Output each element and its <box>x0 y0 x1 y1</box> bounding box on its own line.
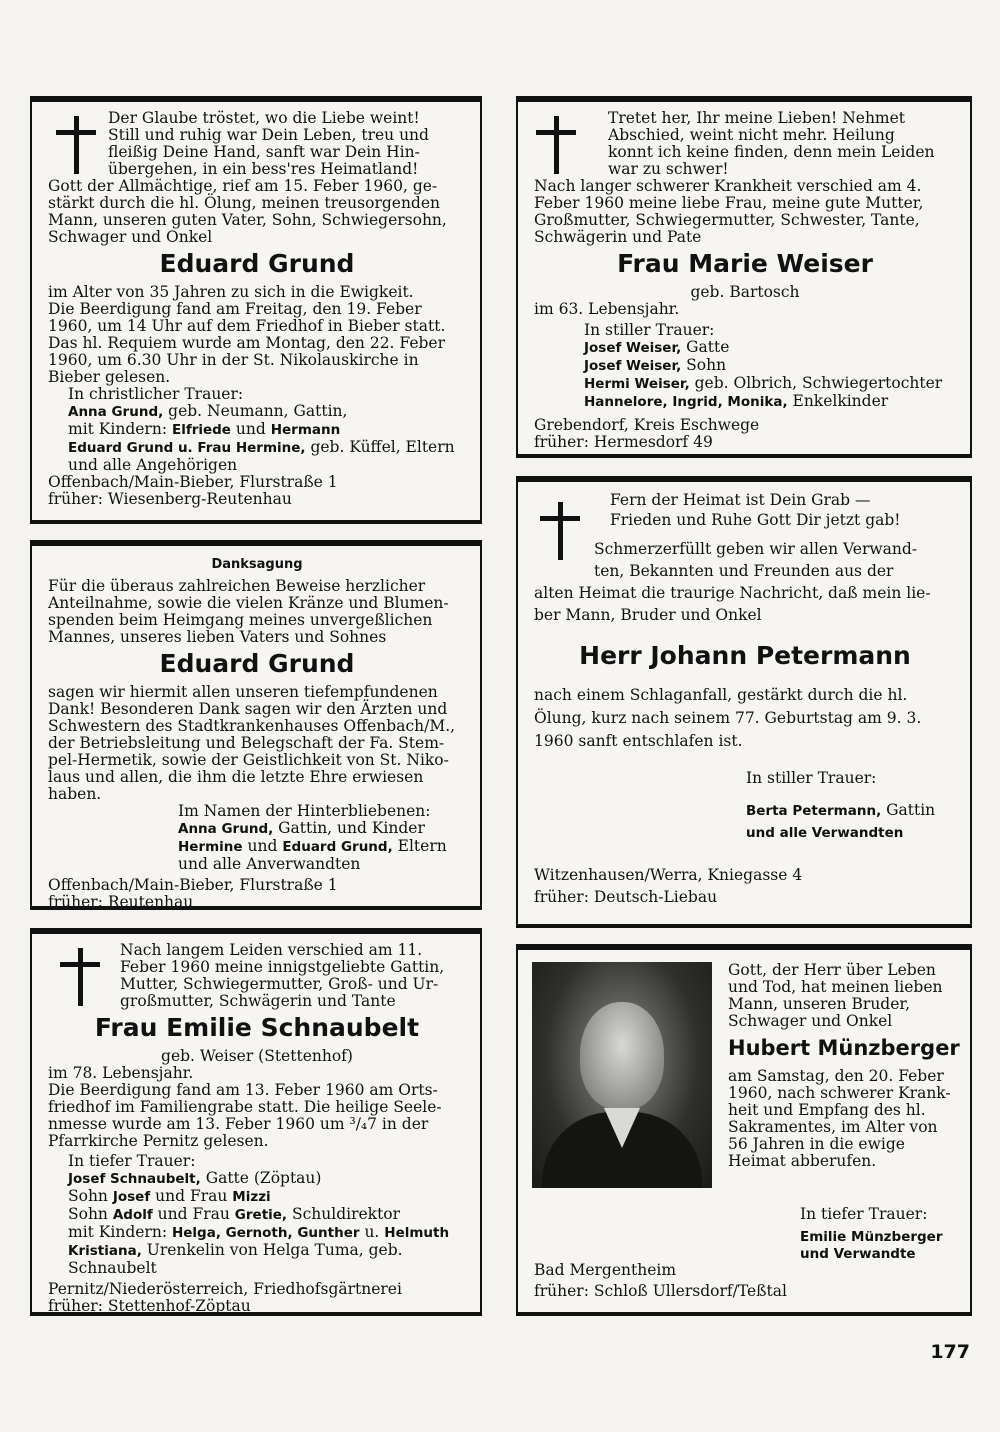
verse-line: großmutter, Schwägerin und Tante <box>120 992 396 1010</box>
verse-line: Mutter, Schwiegermutter, Groß- und Ur- <box>120 975 439 993</box>
mourners-block <box>800 1206 943 1263</box>
cross-icon <box>56 116 96 174</box>
portrait-face <box>580 1002 664 1110</box>
body-line: pel-Hermetik, sowie der Geistlichkeit von St. Niko- <box>48 751 449 769</box>
mourner-line <box>584 339 956 357</box>
mourning-heading: In christlicher Trauer: <box>68 385 244 403</box>
body-line: Heimat abberufen. <box>728 1152 877 1170</box>
verse-line: war zu schwer! <box>608 160 729 178</box>
body-line: 1960, nach schwerer Krank- <box>728 1084 951 1102</box>
place-line: Witzenhausen/Werra, Kniegasse 4 <box>534 866 803 884</box>
body-line: haben. <box>48 785 102 803</box>
mourner-detail: Gatte <box>681 338 730 356</box>
place-line: Grebendorf, Kreis Eschwege <box>534 416 760 434</box>
former-place-line: früher: Stettenhof-Zöptau <box>48 1297 251 1315</box>
former-place-line: früher: Deutsch-Liebau <box>534 888 718 906</box>
signature-line <box>178 820 466 838</box>
verse-line: Der Glaube tröstet, wo die Liebe weint! <box>108 109 420 127</box>
body-line: der Betriebsleitung und Belegschaft der Fa. Stem- <box>48 734 445 752</box>
deceased-name: Hubert Münzberger <box>728 1036 960 1060</box>
mourner-detail: und Frau <box>150 1187 233 1205</box>
mourner-line: Schnaubelt <box>68 1259 157 1277</box>
intro-line: Anteilnahme, sowie die vielen Kränze und Blumen- <box>48 594 449 612</box>
mourning-heading: In tiefer Trauer: <box>68 1152 196 1170</box>
verse-line: Gott, der Herr über Leben <box>728 961 936 979</box>
mourner-line <box>584 375 956 393</box>
mourner-line: und Verwandte <box>800 1246 916 1262</box>
mourner-detail: Sohn <box>68 1187 113 1205</box>
mourner-name: Anna Grund, <box>68 404 164 420</box>
place-line: Offenbach/Main-Bieber, Flurstraße 1 <box>48 876 338 894</box>
intro-line: ten, Bekannten und Freunden aus der <box>594 562 894 580</box>
mourner-detail: Sohn <box>681 356 727 374</box>
place-block <box>534 1260 787 1302</box>
mourner-name: Elfriede <box>171 422 231 438</box>
mourner-detail: u. <box>359 1223 385 1241</box>
signature-line <box>178 838 466 856</box>
body-line: heit und Empfang des hl. <box>728 1101 926 1119</box>
mourner-name: Kristiana, <box>68 1243 142 1259</box>
mourner-line <box>68 1242 466 1260</box>
verse-line: Abschied, weint nicht mehr. Heilung <box>608 126 895 144</box>
mourner-detail: und <box>230 420 271 438</box>
mourner-detail: und Frau <box>152 1205 235 1223</box>
intro-line: Nach langer schwerer Krankheit verschied am 4. <box>534 177 922 195</box>
body-line: am Samstag, den 20. Feber <box>728 1067 944 1085</box>
birth-name-line: geb. Bartosch <box>690 283 800 301</box>
intro-line: alten Heimat die traurige Nachricht, daß mein lie- <box>534 584 931 602</box>
mourner-detail: Sohn <box>68 1205 113 1223</box>
place-line: Pernitz/Niederösterreich, Friedhofsgärtnerei <box>48 1280 402 1298</box>
mourner-name: Helmuth <box>384 1225 450 1241</box>
intro-line: Feber 1960 meine liebe Frau, meine gute Mutter, <box>534 194 924 212</box>
place-line: Offenbach/Main-Bieber, Flurstraße 1 <box>48 473 338 491</box>
verse-line: Schwager und Onkel <box>728 1012 893 1030</box>
funeral-line: Bieber gelesen. <box>48 368 171 386</box>
mourner-name: Berta Petermann, <box>746 803 882 819</box>
intro-line: Großmutter, Schwiegermutter, Schwester, Tante, <box>534 211 920 229</box>
body-line: 1960 sanft entschlafen ist. <box>534 732 743 750</box>
body-line: Ölung, kurz nach seinem 77. Geburtstag am 9. 3. <box>534 709 922 727</box>
body-line: Sakramentes, im Alter von <box>728 1118 938 1136</box>
intro-line: Mannes, unseres lieben Vaters und Sohnes <box>48 628 387 646</box>
mourner-name: Josef Weiser, <box>584 340 682 356</box>
obituary-johann-petermann <box>516 476 972 928</box>
former-place-line: früher: Schloß Ullersdorf/Teßtal <box>534 1282 787 1300</box>
funeral-line: Pfarrkirche Pernitz gelesen. <box>48 1132 269 1150</box>
mourner-name: Helga, Gernoth, Gunther <box>171 1225 360 1241</box>
mourner-detail: Gattin, und Kinder <box>273 819 425 837</box>
age-line: im 78. Lebensjahr. <box>48 1064 194 1082</box>
body-line: sagen wir hiermit allen unseren tiefempfundenen <box>48 683 438 701</box>
mourner-detail: mit Kindern: <box>68 1223 172 1241</box>
deceased-name: Eduard Grund <box>159 249 355 278</box>
thanks-notice-eduard-grund <box>30 540 482 910</box>
mourner-detail: geb. Neumann, Gattin, <box>163 402 348 420</box>
verse-line: und Tod, hat meinen lieben <box>728 978 943 996</box>
obituary-marie-weiser <box>516 96 972 458</box>
spacer <box>746 789 956 799</box>
verse-line: Feber 1960 meine innigstgeliebte Gattin, <box>120 958 445 976</box>
mourner-line: und alle Verwandten <box>746 825 904 841</box>
body-line: nach einem Schlaganfall, gestärkt durch die hl. <box>534 686 908 704</box>
mourner-name: Hannelore, Ingrid, Monika, <box>584 394 788 410</box>
mourner-line <box>68 421 466 439</box>
mourning-heading: In stiller Trauer: <box>746 769 877 787</box>
mourner-name: Josef Schnaubelt, <box>68 1171 201 1187</box>
mourner-name: Hermi Weiser, <box>584 376 690 392</box>
mourner-detail: mit Kindern: <box>68 420 172 438</box>
funeral-line: 1960, um 14 Uhr auf dem Friedhof in Bieber statt. <box>48 317 446 335</box>
birth-name-line: geb. Weiser (Stettenhof) <box>161 1047 353 1065</box>
mourner-name: Eduard Grund u. Frau Hermine, <box>68 440 306 456</box>
mourner-detail: Eltern <box>392 837 447 855</box>
verse-line: Frieden und Ruhe Gott Dir jetzt gab! <box>610 511 901 529</box>
mourner-name: Hermine <box>178 839 243 855</box>
intro-line: Gott der Allmächtige, rief am 15. Feber 1960, ge- <box>48 177 438 195</box>
mourner-line: und alle Angehörigen <box>68 456 238 474</box>
body-line: Schwestern des Stadtkrankenhauses Offenbach/M., <box>48 717 456 735</box>
mourner-name: Mizzi <box>232 1189 271 1205</box>
funeral-line: nmesse wurde am 13. Feber 1960 um ³/₄7 in der <box>48 1115 429 1133</box>
verse-line: konnt ich keine finden, denn mein Leiden <box>608 143 935 161</box>
mourner-name: Anna Grund, <box>178 821 274 837</box>
mourning-heading: In tiefer Trauer: <box>800 1205 928 1223</box>
mourner-line <box>584 393 956 411</box>
intro-line: spenden beim Heimgang meines unvergeßlichen <box>48 611 433 629</box>
funeral-line: Die Beerdigung fand am Freitag, den 19. Feber <box>48 300 422 318</box>
mourner-detail: Urenkelin von Helga Tuma, geb. <box>141 1241 403 1259</box>
mourner-line <box>68 1206 466 1224</box>
deceased-name: Frau Emilie Schnaubelt <box>94 1013 420 1042</box>
mourner-detail: Gatte (Zöptau) <box>200 1169 322 1187</box>
funeral-line: friedhof im Familiengrabe statt. Die heilige Seele- <box>48 1098 442 1116</box>
verse-line: Mann, unseren Bruder, <box>728 995 911 1013</box>
mourner-name: Eduard Grund, <box>282 839 393 855</box>
mourning-heading: In stiller Trauer: <box>584 321 715 339</box>
signature-line: und alle Anverwandten <box>178 855 361 873</box>
deceased-name: Herr Johann Petermann <box>579 641 911 670</box>
photo-side-text <box>728 962 964 1170</box>
mourner-line: Emilie Münzberger <box>800 1229 943 1245</box>
body-line: Dank! Besonderen Dank sagen wir den Ärzten und <box>48 700 448 718</box>
mourner-detail: geb. Küffel, Eltern <box>305 438 455 456</box>
intro-line: Für die überaus zahlreichen Beweise herzlicher <box>48 577 426 595</box>
signature-line: Im Namen der Hinterbliebenen: <box>178 802 431 820</box>
verse-line: übergehen, in ein bess'res Heimatland! <box>108 160 419 178</box>
mourner-line <box>68 403 466 421</box>
former-place-line: früher: Wiesenberg-Reutenhau <box>48 490 292 508</box>
intro-line: Schwager und Onkel <box>48 228 213 246</box>
obituary-eduard-grund <box>30 96 482 524</box>
former-place-line: früher: Hermesdorf 49 <box>534 433 713 451</box>
intro-line: stärkt durch die hl. Ölung, meinen treusorgenden <box>48 194 441 212</box>
place-line: Bad Mergentheim <box>534 1261 677 1279</box>
mourner-detail: Gattin <box>881 801 936 819</box>
portrait-photo <box>532 962 712 1188</box>
cross-icon <box>536 116 576 174</box>
funeral-line: Die Beerdigung fand am 13. Feber 1960 am Orts- <box>48 1081 438 1099</box>
mourner-detail: Enkelkinder <box>787 392 889 410</box>
intro-line: Schwägerin und Pate <box>534 228 702 246</box>
verse-line: Still und ruhig war Dein Leben, treu und <box>108 126 429 144</box>
intro-line: Mann, unseren guten Vater, Sohn, Schwiegersohn, <box>48 211 447 229</box>
verse-line: Nach langem Leiden verschied am 11. <box>120 941 423 959</box>
mourner-detail: Schuldirektor <box>287 1205 401 1223</box>
mourner-detail: geb. Olbrich, Schwiegertochter <box>689 374 943 392</box>
intro-line: Schmerzerfüllt geben wir allen Verwand- <box>594 540 918 558</box>
age-line: im 63. Lebensjahr. <box>534 300 680 318</box>
intro-line: ber Mann, Bruder und Onkel <box>534 606 762 624</box>
mourner-line <box>68 1170 466 1188</box>
mourner-line <box>68 1224 466 1242</box>
thanks-title: Danksagung <box>211 557 303 572</box>
body-line: laus und allen, die ihm die letzte Ehre erwiesen <box>48 768 424 786</box>
verse-line: fleißig Deine Hand, sanft war Dein Hin- <box>108 143 420 161</box>
funeral-line: Das hl. Requiem wurde am Montag, den 22. Feber <box>48 334 445 352</box>
body-line: 56 Jahren in die ewige <box>728 1135 905 1153</box>
deceased-name: Eduard Grund <box>159 649 355 678</box>
deceased-name: Frau Marie Weiser <box>617 249 873 278</box>
mourner-line <box>68 439 466 457</box>
mourner-line <box>68 1188 466 1206</box>
mourner-line <box>746 799 956 822</box>
mourner-name: Gretie, <box>234 1207 288 1223</box>
mourner-name: Josef Weiser, <box>584 358 682 374</box>
age-line: im Alter von 35 Jahren zu sich in die Ewigkeit. <box>48 283 414 301</box>
mourner-name: Adolf <box>112 1207 153 1223</box>
former-place-line: früher: Reutenhau <box>48 893 194 911</box>
mourner-detail: und <box>242 837 283 855</box>
page-number: 177 <box>930 1341 970 1363</box>
cross-icon <box>540 502 580 560</box>
verse-line: Tretet her, Ihr meine Lieben! Nehmet <box>608 109 906 127</box>
funeral-line: 1960, um 6.30 Uhr in der St. Nikolauskirche in <box>48 351 419 369</box>
obituary-emilie-schnaubelt <box>30 928 482 1316</box>
obituary-hubert-muenzberger <box>516 944 972 1316</box>
verse-line: Fern der Heimat ist Dein Grab — <box>610 491 871 509</box>
cross-icon <box>60 948 100 1006</box>
mourner-line <box>584 357 956 375</box>
mourner-name: Josef <box>112 1189 151 1205</box>
mourner-name: Hermann <box>270 422 341 438</box>
